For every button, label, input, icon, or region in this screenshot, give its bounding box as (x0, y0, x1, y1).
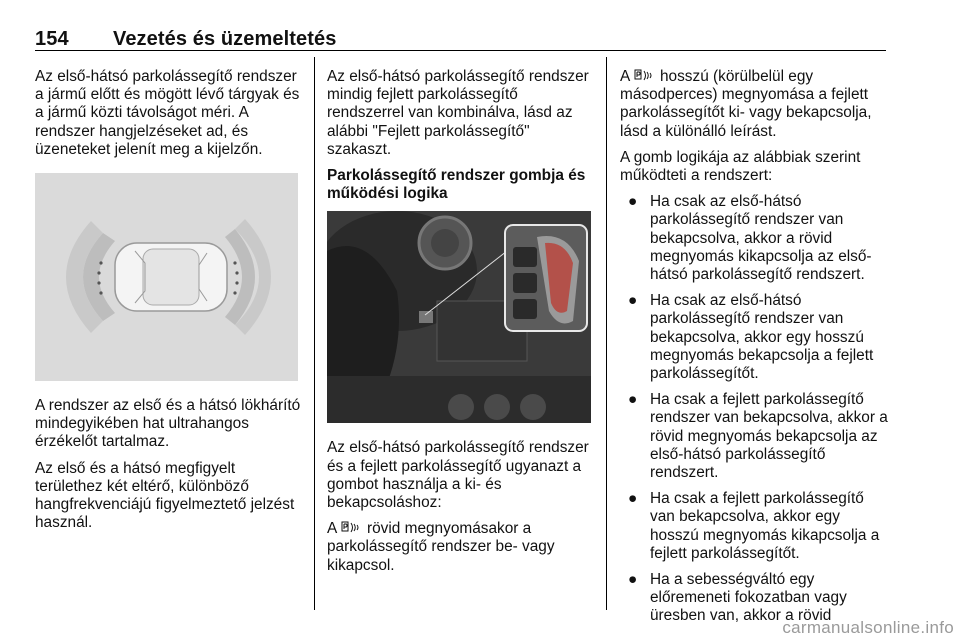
header-rule (35, 50, 886, 51)
list-item: ● Ha csak a fejlett parkolássegítő van bekapcsolva, akkor egy hosszú megnyomás kikapcsolja a fejlett parkolássegítőt. (628, 490, 880, 562)
intro-paragraph: Az első-hátsó parkolássegítő rendszer a jármű előtt és mögött lévő tárgyak és a jármű közti távolságot méri. A rendszer hangjelzéseket ad, és üzeneteket jelenít meg a kijelzőn. (35, 68, 300, 158)
list-item: ● Ha csak a fejlett parkolássegítő rendszer van bekapcsolva, akkor a rövid megnyomás bekapcsolja az első-hátsó parkolássegítő rendszert. (628, 391, 888, 482)
car-sensor-illustration (35, 173, 298, 381)
list-item: ● Ha a sebességváltó egy előremeneti fokozatban vagy üresben van, akkor a rövid (628, 571, 847, 625)
short-press-paragraph: A rövid megnyomásakor a parkolássegítő rendszer be- vagy kikapcsol. (327, 520, 555, 574)
warning-paragraph: Az első és a hátsó megfigyelt területhez két eltérő, különböző hangfrekvenciájú figyelmeztető jelzést használ. (35, 459, 295, 532)
car-top-view-icon (35, 173, 298, 381)
button-shared-paragraph: Az első-hátsó parkolássegítő rendszer és a fejlett parkolássegítő ugyanazt a gombot használja a ki- és bekapcsoláshoz: (327, 439, 589, 512)
parking-assist-button-icon (634, 69, 656, 82)
column-1 (35, 68, 303, 540)
dashboard-button-photo (327, 211, 591, 423)
logic-list (620, 193, 892, 625)
bullet: ● (628, 490, 638, 508)
column-3 (620, 68, 892, 634)
bullet: ● (628, 571, 638, 589)
long-press-paragraph: A hosszú (körülbelül egy másodperces) megnyomása a fejlett parkolássegítőt ki- vagy bekapcsolja, lásd a különálló leírást. (620, 68, 872, 140)
section-heading: Parkolássegítő rendszer gombja és működési logika (327, 167, 586, 203)
column-2 (327, 68, 593, 583)
page-number: 154 (35, 28, 69, 50)
watermark: carmanualsonline.info (782, 618, 954, 637)
page-title: Vezetés és üzemeltetés (113, 28, 337, 50)
dashboard-icon (327, 211, 591, 423)
sensor-paragraph: A rendszer az első és a hátsó lökhárító mindegyikében hat ultrahangos érzékelőt tartalmaz. (35, 397, 301, 451)
bullet: ● (628, 391, 638, 409)
combined-system-paragraph: Az első-hátsó parkolássegítő rendszer mindig fejlett parkolássegítő rendszerrel van kombinálva, lásd az alábbi "Fejlett parkolássegítő" szakaszt. (327, 68, 589, 158)
list-item: ● Ha csak az első-hátsó parkolássegítő rendszer van bekapcsolva, akkor a rövid megnyomás kikapcsolja az első-hátsó parkolássegítő rendszert. (628, 193, 872, 284)
bullet: ● (628, 193, 638, 211)
column-divider-1 (314, 57, 315, 610)
bullet: ● (628, 292, 638, 310)
column-divider-2 (606, 57, 607, 610)
list-item: ● Ha csak az első-hátsó parkolássegítő rendszer van bekapcsolva, akkor egy hosszú megnyomás bekapcsolja a fejlett parkolássegítőt. (628, 292, 874, 383)
parking-assist-button-icon (341, 521, 363, 534)
logic-intro-paragraph: A gomb logikája az alábbiak szerint működteti a rendszert: (620, 148, 861, 185)
